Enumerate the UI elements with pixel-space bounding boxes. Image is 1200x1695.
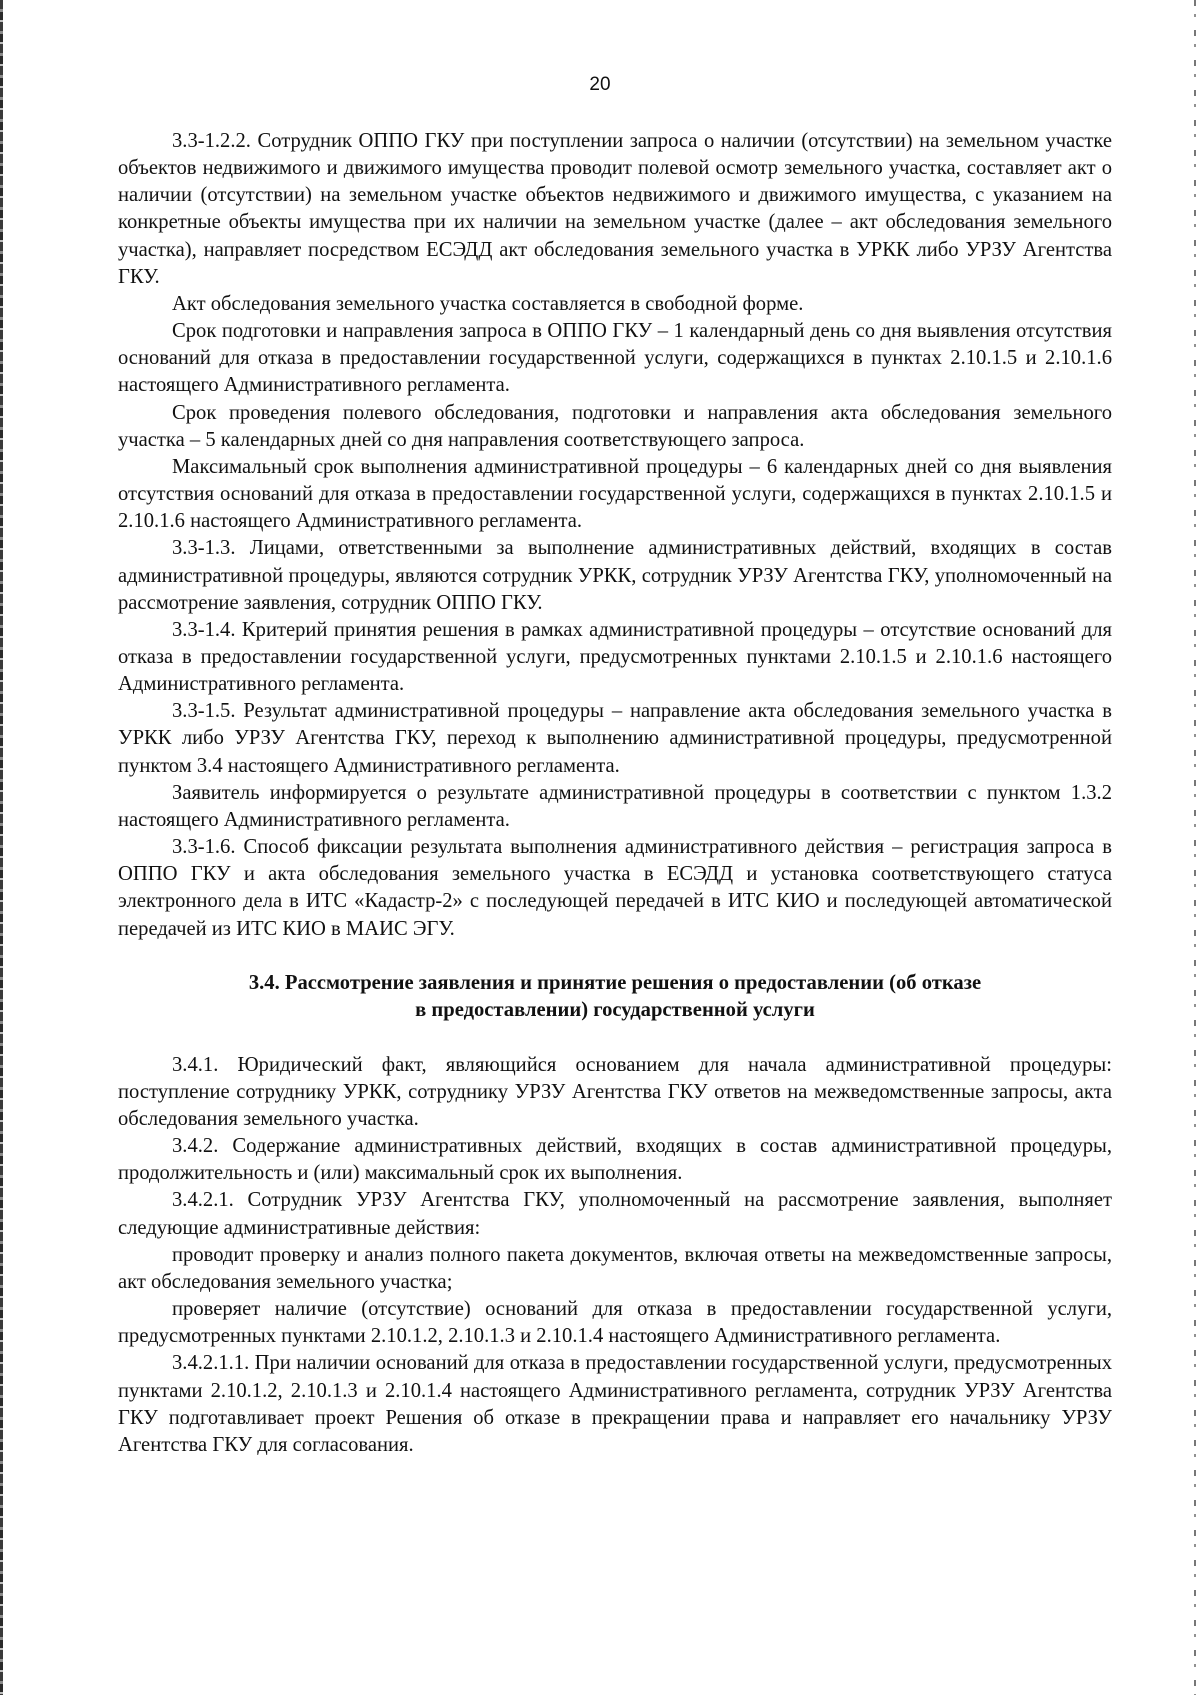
- paragraph-applicant-informed: Заявитель информируется о результате административной процедуры в соответствии с пунктом 1.3.2 настоящего Административного регламента.: [118, 781, 1112, 831]
- paragraph-field-survey-deadline: Срок проведения полевого обследования, подготовки и направления акта обследования земельного участка – 5 календарных дней со дня направления соответствующего запроса.: [118, 401, 1112, 451]
- paragraph-3-3-1-3: 3.3-1.3. Лицами, ответственными за выполнение административных действий, входящих в состав административной процедуры, являются сотрудник УРКК, сотрудник УРЗУ Агентства ГКУ, уполномоченный на рассмотрение заявления, сотрудник ОППО ГКУ.: [118, 537, 1112, 614]
- paragraph-check-documents: проводит проверку и анализ полного пакета документов, включая ответы на межведомственные запросы, акт обследования земельного участка;: [118, 1243, 1112, 1293]
- paragraph-3-4-1: 3.4.1. Юридический факт, являющийся основанием для начала административной процедуры: поступление сотруднику УРКК, сотруднику УРЗУ Агентства ГКУ ответов на межведомственные запросы, акта обследования земельного участка.: [118, 1053, 1112, 1130]
- section-heading-line-2: в предоставлении) государственной услуги: [415, 999, 815, 1022]
- paragraph-3-4-2-1: 3.4.2.1. Сотрудник УРЗУ Агентства ГКУ, уполномоченный на рассмотрение заявления, выполняет следующие административные действия:: [118, 1189, 1112, 1239]
- document-body: [118, 128, 1112, 1459]
- paragraph-3-4-2: 3.4.2. Содержание административных действий, входящих в состав административной процедуры, продолжительность и (или) максимальный срок их выполнения.: [118, 1135, 1112, 1185]
- paragraph-check-grounds: проверяет наличие (отсутствие) оснований для отказа в предоставлении государственной услуги, предусмотренных пунктами 2.10.1.2, 2.10.1.3 и 2.10.1.4 настоящего Административного регламента.: [118, 1298, 1112, 1348]
- scan-border-left: [0, 0, 3, 1695]
- paragraph-max-procedure-term: Максимальный срок выполнения административной процедуры – 6 календарных дней со дня выявления отсутствия оснований для отказа в предоставлении государственной услуги, содержащихся в пунктах 2.10.1.5 и 2.10.1.6 настоящего Административного регламента.: [118, 455, 1112, 533]
- paragraph-request-deadline: Срок подготовки и направления запроса в ОППО ГКУ – 1 календарный день со дня выявления отсутствия оснований для отказа в предоставлении государственной услуги, содержащихся в пунктах 2.10.1.5 и 2.10.1.6 настоящего Административного регламента.: [118, 320, 1112, 397]
- scan-border-right: [1194, 0, 1196, 1695]
- paragraph-3-3-1-2-2: 3.3-1.2.2. Сотрудник ОППО ГКУ при поступлении запроса о наличии (отсутствии) на земельном участке объектов недвижимого и движимого имущества проводит полевой осмотр земельного участка, составляет акт о наличии (отсутствии) на земельном участке объектов недвижимого и движимого имущества, с указанием на конкретные объекты имущества при их наличии на земельном участке (далее – акт обследования земельного участка), направляет посредством ЕСЭДД акт обследования земельного участка в УРКК либо УРЗУ Агентства ГКУ.: [118, 130, 1112, 288]
- section-heading-line-1: 3.4. Рассмотрение заявления и принятие решения о предоставлении (об отказе: [248, 971, 982, 994]
- section-heading-3-4: [118, 970, 1112, 1025]
- page-number: 20: [589, 74, 611, 95]
- paragraph-3-4-2-1-1: 3.4.2.1.1. При наличии оснований для отказа в предоставлении государственной услуги, предусмотренных пунктами 2.10.1.2, 2.10.1.3 и 2.10.1.4 настоящего Административного регламента, сотрудник УРЗУ Агентства ГКУ подготавливает проект Решения об отказе в прекращении права и направляет его начальнику УРЗУ Агентства ГКУ для согласования.: [118, 1352, 1112, 1456]
- paragraph-3-3-1-4: 3.3-1.4. Критерий принятия решения в рамках административной процедуры – отсутствие оснований для отказа в предоставлении государственной услуги, предусмотренных пунктами 2.10.1.5 и 2.10.1.6 настоящего Административного регламента.: [118, 618, 1112, 696]
- paragraph-3-3-1-5: 3.3-1.5. Результат административной процедуры – направление акта обследования земельного участка в УРКК либо УРЗУ Агентства ГКУ, переход к выполнению административной процедуры, предусмотренной пунктом 3.4 настоящего Административного регламента.: [118, 700, 1112, 777]
- paragraph-survey-act-form: Акт обследования земельного участка составляется в свободной форме.: [172, 292, 804, 315]
- paragraph-3-3-1-6: 3.3-1.6. Способ фиксации результата выполнения административного действия – регистрация запроса в ОППО ГКУ и акта обследования земельного участка в ЕСЭДД и установка соответствующего статуса электронного дела в ИТС «Кадастр-2» с последующей передачей в ИТС КИО и последующей автоматической передачей из ИТС КИО в МАИС ЭГУ.: [118, 836, 1112, 940]
